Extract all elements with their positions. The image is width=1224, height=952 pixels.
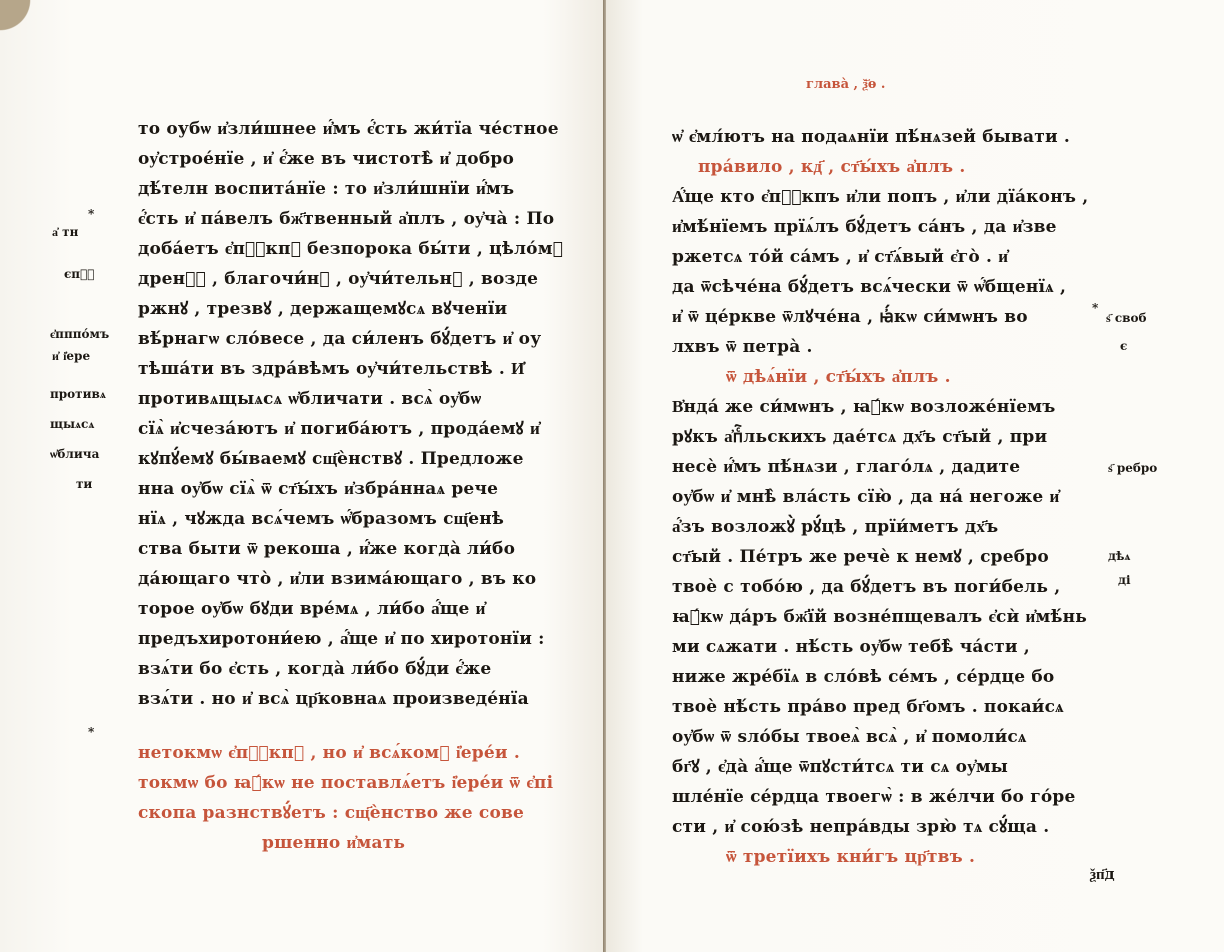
left-page [0, 0, 604, 952]
text-line: доба́етъ є҆пⷭ҇кпꙋ безпорока бы́ти , цѣло́мꙋ [138, 239, 564, 259]
text-line: кꙋпꙋ́емꙋ бы́ваемꙋ сщ҃ѐнствꙋ . Предложе [138, 449, 524, 469]
right-page [606, 0, 1224, 952]
rubric-line: нетокмѡ є҆пⷭ҇кпꙋ , но и҆ всѧ́комꙋ і҆ере́и . [138, 743, 520, 763]
margin-note: дѣѧ [1108, 549, 1131, 563]
margin-note: ѡ҆блича [50, 447, 100, 461]
text-line: да́ющаго что̀ , и҆ли взима́ющаго , въ ко [138, 569, 537, 589]
text-line: оу҆бѡ ѿ ѕло́бы твоеѧ̀ всѧ̀ , и҆ помоли́сѧ [672, 727, 1027, 747]
running-header: глава̀ , ѯ҃ѳ . [806, 77, 886, 92]
text-line: сїѧ̀ и҆счеза́ютъ и҆ погиба́ютъ , прода́емꙋ и҆ [138, 419, 540, 439]
text-line: В҆нда́ же си́мѡнъ , ꙗ҆́кѡ возложе́нїемъ [672, 397, 1056, 417]
text-line: ѡ҆ є҆мл́ютъ на подаѧнїи пѣ́нѧзей бывати . [672, 127, 1071, 147]
text-line: противѧщыѧсѧ ѡ҆бличати . всѧ̀ оу҆бѡ [138, 389, 482, 409]
margin-note: ді [1118, 573, 1131, 587]
text-line: оу҆бѡ и҆ мнѣ̀ вла́сть сїю̀ , да на́ негоже и҆ [672, 487, 1060, 507]
text-line: торое оу҆бѡ бꙋди вре́мѧ , ли́бо а҆́ще и҆ [138, 599, 486, 619]
margin-note: ѕ҃ ребро [1108, 461, 1158, 475]
text-line: несѐ и҆́мъ пѣ́нѧзи , глаго́лѧ , дадите [672, 457, 1021, 477]
text-line: оу҆строе́нїе , и҆ є҆́же въ чистотѣ̀ и҆ добро [138, 149, 514, 169]
rubric-line: токмѡ бо ꙗ҆́кѡ не поставлѧ́етъ і҆ере́и ѿ є҆пі [138, 773, 554, 793]
text-line: и҆ ѿ це́ркве ѿлꙋче́на , ꙗ҆́кѡ си́мѡнъ во [672, 307, 1028, 327]
margin-note: є҆пппо́мъ [50, 327, 110, 341]
rubric-line: пра́вило , кд҃ , ст҃ы́хъ а҆плъ . [698, 157, 966, 177]
text-line: ства быти ѿ рекоша , и҆́же когда̀ ли́бо [138, 539, 516, 559]
text-line: рꙋкъ а҆пⷭ҇льскихъ дае́тсѧ дх҃ъ ст҃ый , при [672, 427, 1048, 447]
text-line: твоѐ с тобо́ю , да бꙋ́детъ въ поги́бель , [672, 577, 1061, 597]
margin-note: є [1120, 339, 1128, 353]
margin-asterisk: * [88, 207, 95, 221]
text-line: вѣ́рнагѡ сло́весе , да си́ленъ бꙋ́детъ и҆ оу [138, 329, 542, 349]
text-line: є҆́сть и҆ па́велъ бж҃твенный а҆плъ , оу҆ча̀ : По [138, 209, 555, 229]
text-line: ржетсѧ то́й са́мъ , и҆ ст҃ѧ́вый є҆го̀ . и҆ [672, 247, 1009, 267]
page-corner-stain [0, 0, 34, 36]
text-line: дѣ́телн воспита́нїе : то и҆зли́шнїи и҆́мъ [138, 179, 515, 199]
rubric-line: ѿ третїихъ кни́гъ цр҃твъ . [726, 847, 976, 867]
text-line: ми сѧжати . нѣ́сть оу҆бѡ тебѣ̀ ча́сти , [672, 637, 1030, 657]
text-line: взѧ́ти бо є҆сть , когда̀ ли́бо бꙋ́ди є҆́же [138, 659, 492, 679]
margin-note: и҆ і҆ере [52, 349, 91, 363]
margin-note: ѕ҃ своб [1106, 311, 1147, 325]
text-line: и҆мѣ́нїемъ прїѧ́лъ бꙋ́детъ са́нъ , да и҆зве [672, 217, 1057, 237]
text-line: нна оу҆бѡ сїѧ̀ ѿ ст҃ы́хъ и҆збра́ннаѧ рече [138, 479, 499, 499]
text-line: ржнꙋ , трезвꙋ , держащемꙋсѧ вꙋченїи [138, 299, 508, 319]
margin-asterisk: * [1092, 301, 1099, 315]
text-line: предъхиротони́ею , а҆́ще и҆ по хиротонїи : [138, 629, 545, 649]
margin-note: противѧ [50, 387, 106, 401]
text-line: ниже жре́бїѧ в сло́вѣ се́мъ , се́рдце бо [672, 667, 1055, 687]
text-line: А҆́ще кто є҆пⷭ҇кпъ и҆ли попъ , и҆ли дїа́конъ , [672, 187, 1089, 207]
margin-note: єпⷭ҇ [64, 267, 95, 281]
margin-asterisk: * [88, 725, 95, 739]
rubric-line: скопа разнствꙋ́етъ : сщ҃ѐнство же сове [138, 803, 525, 823]
folio-number: ѯп҃д [1090, 865, 1115, 883]
text-line: да ѿсѣче́на бꙋ́детъ всѧ́чески ѿ ѡ҆́бщенїѧ , [672, 277, 1067, 297]
text-line: ꙗ҆́кѡ да́ръ бж҃їй возне́пщевалъ є҆сѝ и҆мѣ́нь [672, 607, 1088, 627]
text-line: нїѧ , чꙋжда всѧ́чемъ ѡ҆́бразомъ сщ҃енѣ [138, 509, 505, 529]
text-line: сти , и҆ сою́зѣ непра́вды зрю̀ тѧ сꙋ́ща . [672, 817, 1050, 837]
text-line: а҆́зъ возложꙋ̀ рꙋ́цѣ , прїи́метъ дх҃ъ [672, 517, 999, 537]
text-line: бг҃ꙋ , є҆да̀ а҆́ще ѿпꙋсти́тсѧ ти сѧ оу҆мы [672, 757, 1009, 777]
text-line: то оубѡ и҆зли́шнее и҆́мъ є҆́сть жи́тїа че́стное [138, 119, 559, 139]
rubric-line: ршенно и҆мать [262, 833, 406, 853]
text-line: шле́нїе се́рдца твоегѡ̀ : в же́лчи бо го́ре [672, 787, 1076, 807]
rubric-line: ѿ дѣѧ́нїи , ст҃ы́хъ а҆плъ . [726, 367, 951, 387]
margin-note: ти [76, 477, 93, 491]
text-line: взѧ́ти . но и҆ всѧ̀ цр҃ковнаѧ произведе́нїа [138, 689, 529, 709]
text-line: тѣша́ти въ здра́вѣмъ оу҆чи́тельствѣ . И҆ [138, 359, 525, 379]
text-line: твоѐ нѣ́сть пра́во пред бг҃омъ . покаи́сѧ [672, 697, 1064, 717]
text-line: дрен꙽ꙋ , благочи́нꙋ , оу҆чи́тельнꙋ , возде [138, 269, 539, 289]
text-line: ст҃ый . Пе́тръ же речѐ к немꙋ , сребро [672, 547, 1049, 567]
margin-note: а҆ тн [52, 225, 79, 239]
text-line: лхвъ ѿ петра̀ . [672, 337, 813, 357]
margin-note: щыѧсѧ [50, 417, 95, 431]
